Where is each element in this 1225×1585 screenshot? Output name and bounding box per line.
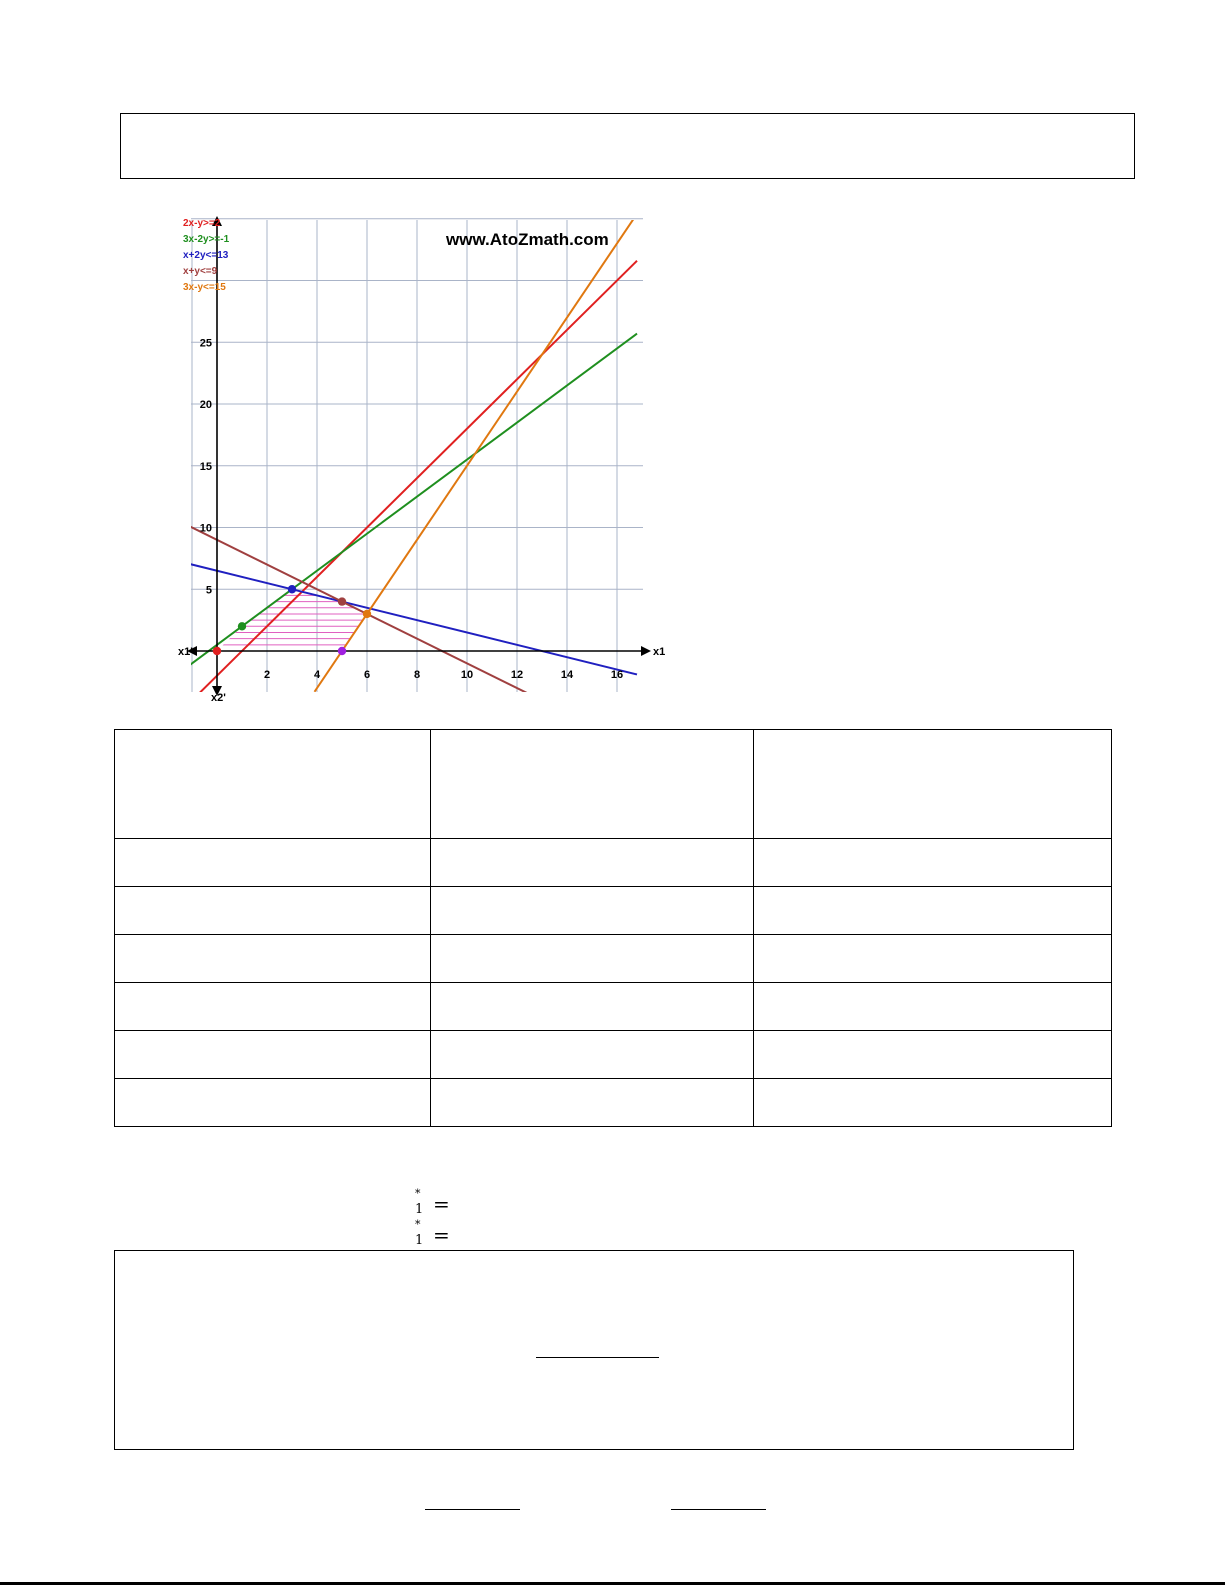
x-tick-label: 4 bbox=[313, 669, 321, 681]
vertex-point-3 bbox=[288, 585, 296, 593]
y-tick-label: 5 bbox=[205, 584, 212, 597]
asterisk-superscript: * bbox=[415, 1218, 421, 1231]
x-axis-arrow-right bbox=[641, 646, 651, 656]
table-cell bbox=[115, 1079, 431, 1127]
feasible-region-graph bbox=[178, 212, 668, 705]
y-tick-label: 10 bbox=[199, 522, 212, 535]
header-cell bbox=[115, 730, 431, 839]
answer-underline bbox=[536, 1357, 659, 1358]
equals-sign: = bbox=[433, 1192, 450, 1216]
x-tick-label: 12 bbox=[510, 669, 524, 681]
y-tick-label: 20 bbox=[199, 399, 212, 411]
constraint-line-3 bbox=[190, 564, 638, 675]
problem-statement-box bbox=[120, 113, 1135, 179]
x-axis-label: x1 bbox=[653, 646, 666, 658]
answer-box bbox=[114, 1250, 1074, 1450]
legend-line-4: x+y<=9 bbox=[183, 266, 218, 277]
vertex-point-4 bbox=[338, 597, 346, 605]
vertex-point-5 bbox=[363, 610, 371, 618]
table-cell bbox=[431, 887, 754, 935]
y-axis-negative-label: x2' bbox=[211, 692, 226, 704]
table-cell bbox=[431, 983, 754, 1031]
table-row bbox=[115, 839, 1112, 887]
table-row bbox=[115, 983, 1112, 1031]
x-tick-label: 16 bbox=[610, 669, 624, 681]
legend-line-3: x+2y<=13 bbox=[183, 250, 229, 261]
x-tick-label: 2 bbox=[263, 669, 271, 681]
y-tick-label: 25 bbox=[199, 337, 212, 350]
table-cell bbox=[115, 887, 431, 935]
x-tick-label: 6 bbox=[363, 669, 371, 681]
table-cell bbox=[431, 839, 754, 887]
subscript-one: 1 bbox=[415, 1233, 424, 1248]
subscript-one: 1 bbox=[415, 1202, 424, 1217]
legend-line-2: 3x-2y>=-1 bbox=[183, 234, 230, 245]
table-cell bbox=[115, 1031, 431, 1079]
table-cell bbox=[115, 935, 431, 983]
table-cell bbox=[115, 839, 431, 887]
constraint-line-2 bbox=[190, 334, 638, 666]
table-cell bbox=[754, 983, 1112, 1031]
table-cell bbox=[754, 1079, 1112, 1127]
header-cell bbox=[431, 730, 754, 839]
plot-area bbox=[190, 212, 643, 705]
table-row bbox=[115, 1079, 1112, 1127]
blank-underline-left bbox=[425, 1509, 520, 1510]
vertex-point-1 bbox=[213, 647, 221, 655]
table-row bbox=[115, 935, 1112, 983]
corner-point-table bbox=[114, 729, 1112, 1127]
equals-sign: = bbox=[433, 1223, 450, 1247]
table-cell bbox=[754, 935, 1112, 983]
y-tick-label: 15 bbox=[199, 460, 212, 473]
table-cell bbox=[115, 983, 431, 1031]
x-tick-label: 14 bbox=[560, 669, 574, 681]
table-cell bbox=[754, 839, 1112, 887]
vertex-point-6 bbox=[338, 647, 346, 655]
asterisk-superscript: * bbox=[415, 1187, 421, 1200]
table-row bbox=[115, 1031, 1112, 1079]
feasible-region-hatch bbox=[217, 589, 392, 651]
blank-underline-right bbox=[671, 1509, 766, 1510]
legend-line-1: 2x-y>=2 bbox=[183, 218, 221, 229]
graph-canvas bbox=[178, 212, 668, 705]
legend-line-5: 3x-y<=15 bbox=[183, 282, 226, 293]
x-tick-label: 8 bbox=[413, 669, 421, 681]
table-header-row bbox=[115, 730, 1112, 839]
watermark-label: www.AtoZmath.com bbox=[446, 230, 609, 249]
table-cell bbox=[754, 887, 1112, 935]
x-tick-label: 10 bbox=[460, 669, 474, 681]
vertex-point-2 bbox=[238, 622, 246, 630]
table-row bbox=[115, 887, 1112, 935]
x-axis-negative-label: x1' bbox=[178, 646, 193, 658]
table-cell bbox=[754, 1031, 1112, 1079]
table-cell bbox=[431, 935, 754, 983]
table-cell bbox=[431, 1079, 754, 1127]
table-cell bbox=[431, 1031, 754, 1079]
header-cell bbox=[754, 730, 1112, 839]
